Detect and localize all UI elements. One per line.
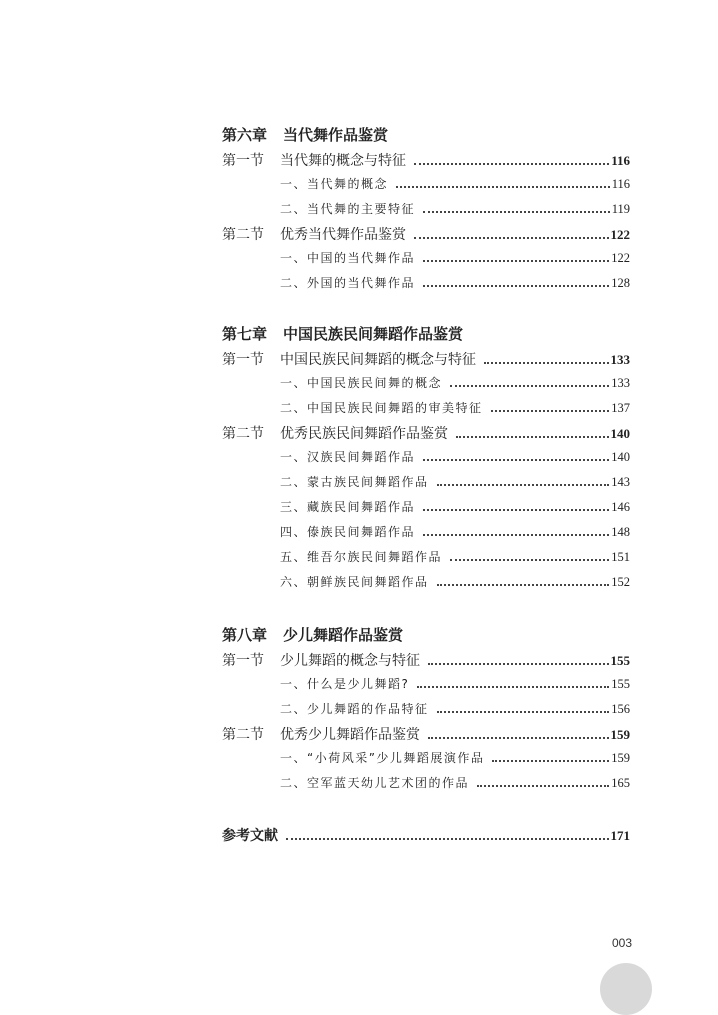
chapter-label: 第八章 [222,626,268,644]
page-number: 159 [611,751,630,765]
subsection-title: 二、中国民族民间舞蹈的审美特征 [280,401,483,415]
toc-section-row[interactable] [222,724,630,744]
subsection-title: 一、汉族民间舞蹈作品 [280,450,416,464]
toc-subsection-row[interactable] [280,523,630,540]
subsection-title: 一、中国的当代舞作品 [280,251,416,265]
corner-decoration [600,963,652,1015]
dot-leader [492,759,609,762]
subsection-title: 一、当代舞的概念 [280,177,389,191]
section-label: 第一节 [222,352,264,368]
page-number: 140 [611,450,630,464]
subsection-title: 四、傣族民间舞蹈作品 [280,525,416,539]
toc-section-row[interactable] [222,224,630,244]
page-number: 133 [611,376,630,390]
dot-leader [428,662,609,665]
page-number: 155 [611,677,630,691]
toc-section-row[interactable] [222,150,630,170]
chapter-title: 当代舞作品鉴赏 [283,126,389,144]
section-label: 第二节 [222,426,264,442]
toc-subsection-row[interactable] [280,548,630,565]
dot-leader [423,533,609,536]
section-label: 第一节 [222,653,264,669]
toc-section-row[interactable] [222,650,630,670]
dot-leader [396,185,610,188]
subsection-title: 二、蒙古族民间舞蹈作品 [280,475,429,489]
toc-subsection-row[interactable] [280,749,630,766]
dot-leader [414,162,609,165]
dot-leader [423,508,609,511]
page-number: 140 [610,426,630,441]
toc-references-row[interactable] [222,825,630,845]
subsection-title: 六、朝鲜族民间舞蹈作品 [280,575,429,589]
section-title: 优秀当代舞作品鉴赏 [280,227,406,243]
section-title: 当代舞的概念与特征 [280,153,406,169]
subsection-title: 二、外国的当代舞作品 [280,276,416,290]
toc-section-row[interactable] [222,423,630,443]
references-title: 参考文献 [222,828,278,844]
section-title: 优秀少儿舞蹈作品鉴赏 [280,727,420,743]
section-title: 中国民族民间舞蹈的概念与特征 [280,352,476,368]
dot-leader [450,384,609,387]
page-number: 171 [610,828,630,843]
dot-leader [423,458,609,461]
chapter-6-heading[interactable] [222,124,388,145]
page-number: 133 [610,352,630,367]
page-number: 137 [611,401,630,415]
chapter-8-heading[interactable] [222,624,403,645]
toc-subsection-row[interactable] [280,274,630,291]
subsection-title: 二、空军蓝天幼儿艺术团的作品 [280,776,470,790]
dot-leader [484,361,609,364]
dot-leader [428,736,609,739]
toc-subsection-row[interactable] [280,498,630,515]
page-number: 122 [610,227,630,242]
toc-subsection-row[interactable] [280,573,630,590]
dot-leader [423,284,609,287]
subsection-title: 五、维吾尔族民间舞蹈作品 [280,550,443,564]
dot-leader [437,583,610,586]
dot-leader [477,784,609,787]
chapter-label: 第七章 [222,325,268,343]
page-number: 151 [611,550,630,564]
page-number: 165 [611,776,630,790]
section-label: 第二节 [222,727,264,743]
page-number: 143 [611,475,630,489]
section-label: 第二节 [222,227,264,243]
section-title: 优秀民族民间舞蹈作品鉴赏 [280,426,448,442]
dot-leader [286,837,609,840]
toc-subsection-row[interactable] [280,249,630,266]
page-number: 155 [610,653,630,668]
page-number: 119 [611,202,630,216]
page-number: 148 [611,525,630,539]
dot-leader [423,259,609,262]
subsection-title: 二、少儿舞蹈的作品特征 [280,702,429,716]
page-number: 156 [611,702,630,716]
section-label: 第一节 [222,153,264,169]
toc-subsection-row[interactable] [280,175,630,192]
chapter-label: 第六章 [222,126,268,144]
footer-page-number: 003 [612,936,633,950]
section-title: 少儿舞蹈的概念与特征 [280,653,420,669]
toc-subsection-row[interactable] [280,448,630,465]
dot-leader [450,558,609,561]
page-number: 116 [611,153,630,168]
page-number: 146 [611,500,630,514]
page-number: 159 [610,727,630,742]
dot-leader [423,210,610,213]
chapter-title: 中国民族民间舞蹈作品鉴赏 [283,325,464,343]
dot-leader [417,685,609,688]
subsection-title: 一、“小荷风采”少儿舞蹈展演作品 [280,751,485,765]
toc-section-row[interactable] [222,349,630,369]
toc-subsection-row[interactable] [280,774,630,791]
dot-leader [437,710,610,713]
dot-leader [414,236,609,239]
toc-subsection-row[interactable] [280,200,630,217]
subsection-title: 一、中国民族民间舞的概念 [280,376,443,390]
chapter-title: 少儿舞蹈作品鉴赏 [283,626,404,644]
dot-leader [491,409,610,412]
toc-subsection-row[interactable] [280,374,630,391]
chapter-7-heading[interactable] [222,323,463,344]
toc-subsection-row[interactable] [280,675,630,692]
toc-subsection-row[interactable] [280,700,630,717]
page-number: 122 [611,251,630,265]
subsection-title: 三、藏族民间舞蹈作品 [280,500,416,514]
subsection-title: 一、什么是少儿舞蹈? [280,677,410,691]
page-number: 116 [611,177,630,191]
toc-subsection-row[interactable] [280,399,630,416]
dot-leader [456,435,609,438]
page-number: 128 [611,276,630,290]
subsection-title: 二、当代舞的主要特征 [280,202,416,216]
toc-subsection-row[interactable] [280,473,630,490]
dot-leader [437,483,610,486]
page-number: 152 [611,575,630,589]
